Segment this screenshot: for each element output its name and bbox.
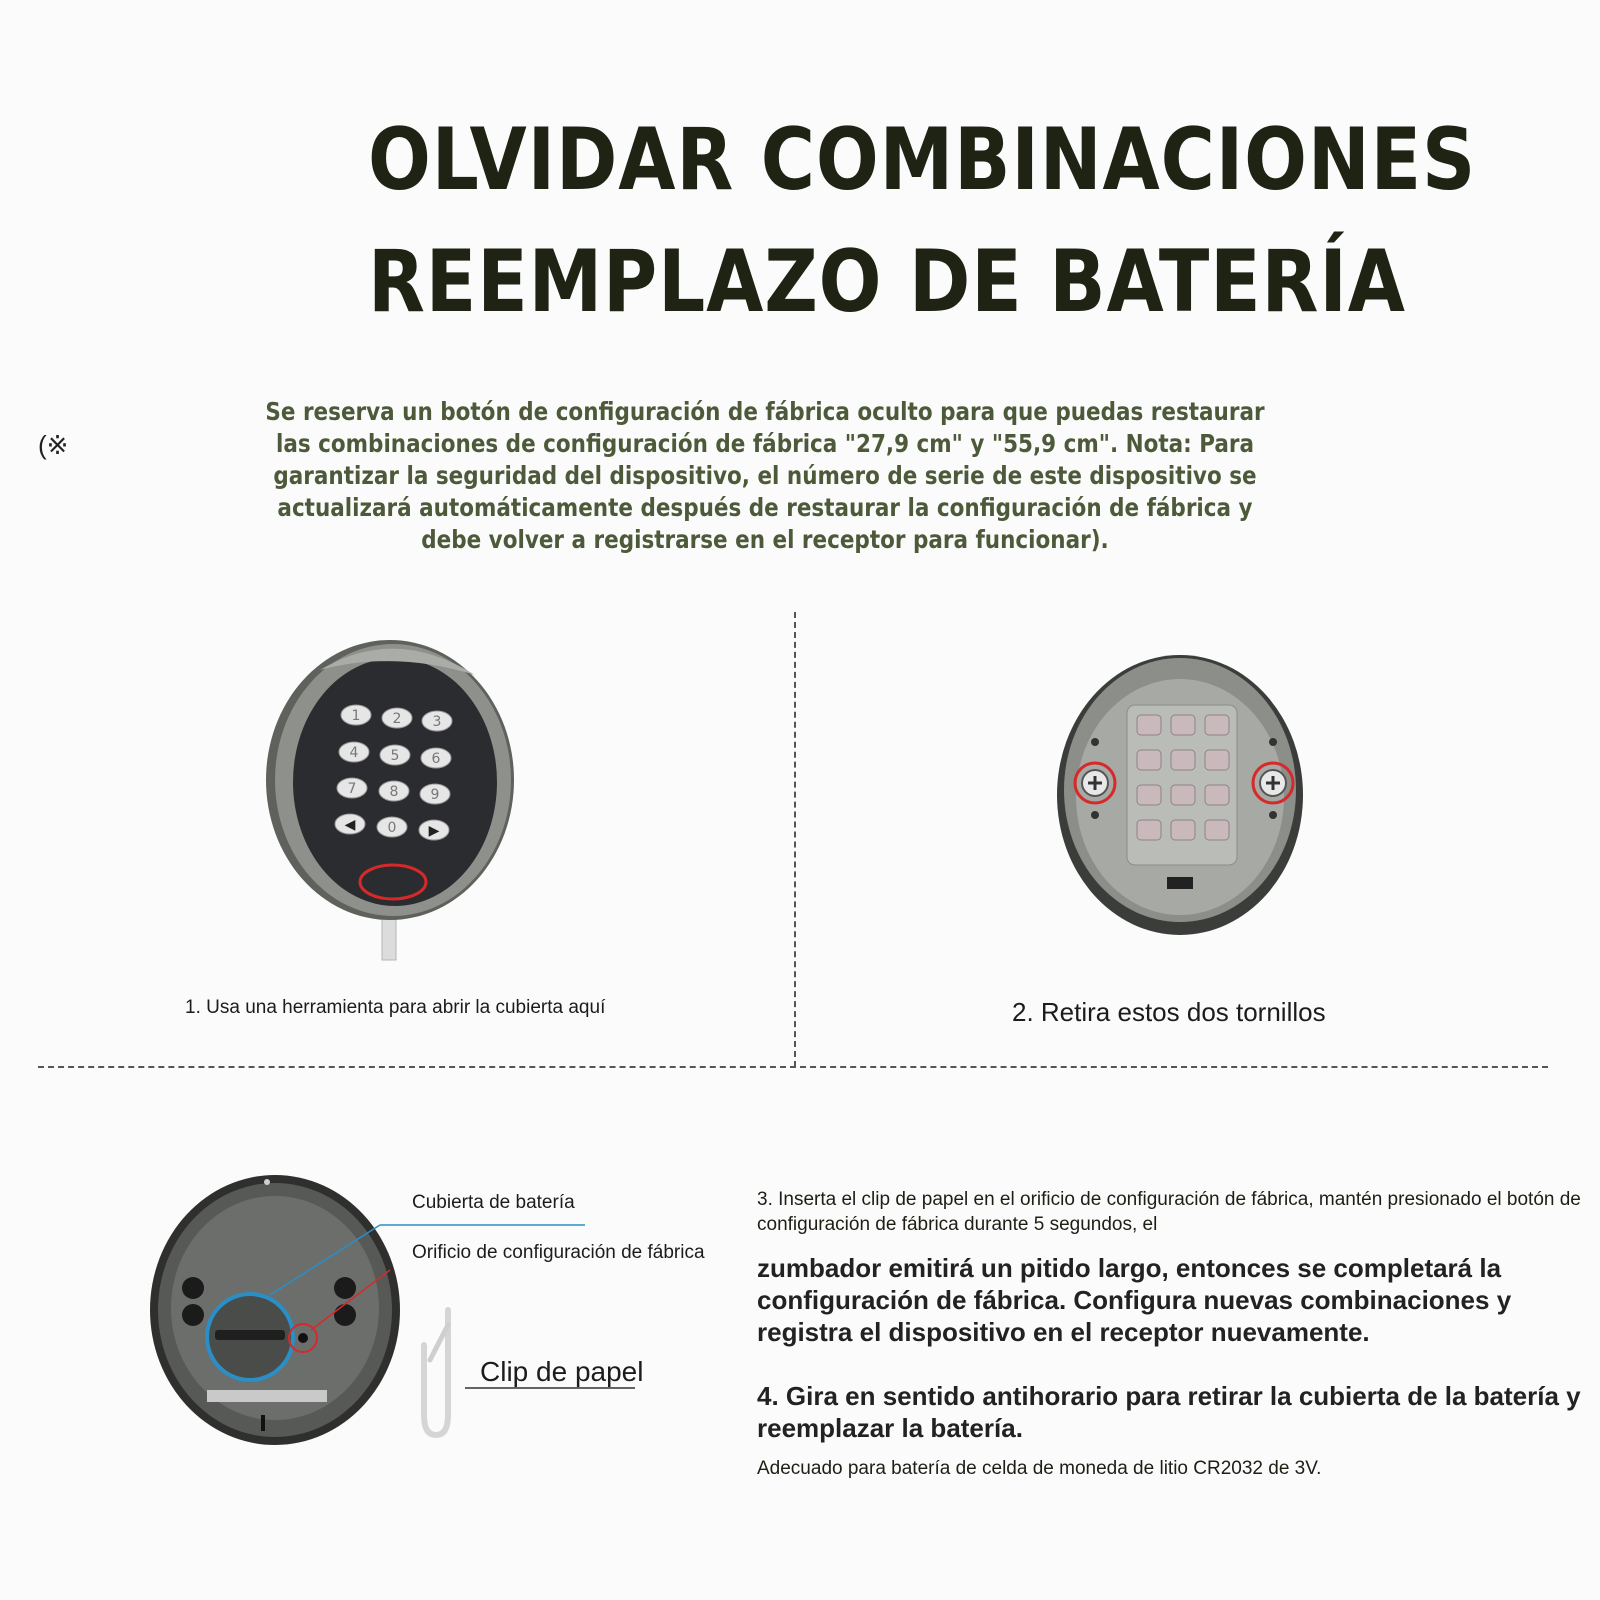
keypad-back-image [1055,645,1305,935]
battery-compartment-image [145,1170,405,1450]
note-mark: (※ [38,430,69,460]
key-5: 5 [390,748,400,764]
reset-hole-label: Orificio de configuración de fábrica [412,1242,705,1263]
page-title-line-1: OLVIDAR COMBINACIONES [368,110,1477,210]
key-3: 3 [432,714,442,730]
screw-left [1075,763,1115,803]
vertical-divider [794,612,796,1067]
key-8: 8 [389,784,399,800]
key-9: 9 [430,787,440,803]
intro-paragraph: Se reserva un botón de configuración de fábrica oculto para que puedas restaurar las combinaciones de configuración de fábrica "27,9 cm" y "55,9 cm". Nota: Para garantizar la seguridad del dispositivo, el número de serie de este dispositivo se actualizará automáticamente después de restaurar la configuración de fábrica y debe volver a registrarse en el receptor para funcionar). [265,397,1265,554]
key-2: 2 [392,711,402,727]
battery-cover-label: Cubierta de batería [412,1192,575,1213]
step-1-caption: 1. Usa una herramienta para abrir la cubierta aquí [185,997,606,1018]
step-4-text: 4. Gira en sentido antihorario para retirar la cubierta de la batería y reemplazar la batería. [757,1381,1581,1443]
step-3-intro: 3. Inserta el clip de papel en el orificio de configuración de fábrica, mantén presionado el botón de configuración de fábrica durante 5 segundos, el [757,1189,1581,1235]
paper-clip-icon [418,1305,468,1445]
key-4: 4 [349,745,359,761]
battery-type-note: Adecuado para batería de celda de moneda de litio CR2032 de 3V. [757,1458,1322,1479]
step-2-caption: 2. Retira estos dos tornillos [1012,997,1326,1027]
battery-cover [207,1294,293,1380]
key-right-arrow: ▶ [428,823,440,839]
key-left-arrow: ◀ [344,817,356,833]
key-6: 6 [431,751,441,767]
paper-clip-label: Clip de papel [480,1356,644,1387]
page-title-line-2: REEMPLAZO DE BATERÍA [368,232,1406,332]
horizontal-divider [38,1066,1548,1068]
key-0: 0 [387,820,397,836]
screw-right [1253,763,1293,803]
key-1: 1 [351,708,361,724]
keypad-front-image [260,630,530,980]
key-7: 7 [347,781,357,797]
step-3-main: zumbador emitirá un pitido largo, entonces se completará la configuración de fábrica. Configura nuevas combinaciones y registra el dispositivo en el receptor nuevamente. [757,1253,1512,1347]
